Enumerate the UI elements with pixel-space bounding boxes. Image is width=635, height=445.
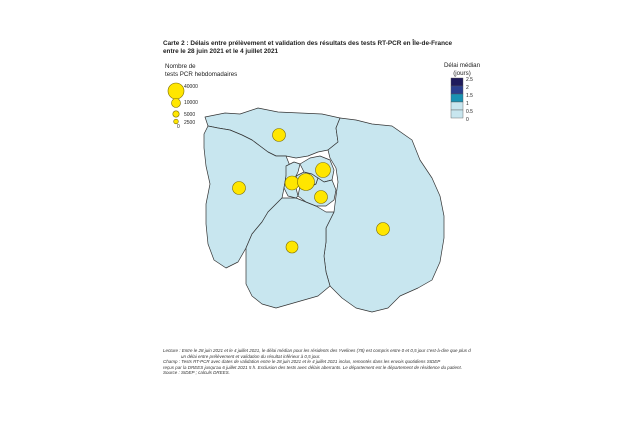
color-legend-box-0-5-1 [451,102,463,110]
size-legend-title-line1: Nombre de [165,63,196,70]
color-legend-box-2-2-5 [451,78,463,86]
bubble-yvelines [233,182,246,195]
size-legend-label-10000: 10000 [184,100,198,106]
color-legend-title-line1: Délai médian [443,62,481,69]
note-champ-1: Champ : Tests RT-PCR avec dates de validation entre le 28 juin 2021 et le 4 juillet 2021 inclus, remontés dans les envois quotidiens SIDEP [163,359,441,365]
color-legend-break-2-5: 2.5 [466,77,473,83]
size-legend-label-2500: 2500 [184,120,196,126]
color-legend-break-2: 2 [466,85,469,91]
bubble-hauts-de-seine [285,176,299,190]
departments [204,108,444,312]
color-legend [451,78,463,118]
bubble-seine-saint-denis [316,163,331,178]
color-legend-box-0-0-5 [451,110,463,118]
note-lecture-1: Lecture : Entre le 28 juin 2021 et le 4 juillet 2021, le délai médian pour les résidents des Yvelines (78) est compris entre 0 et 0,5 jour c'est-à-dire que plus d [163,348,471,353]
bubble-val-d-oise [273,129,286,142]
size-legend-label-0: 0 [177,124,180,130]
map-notes [163,348,503,376]
bubble-essonne [286,241,298,253]
color-legend-title-line2: (jours) [453,70,471,77]
color-legend-break-0-5: 0.5 [466,109,473,115]
size-legend-title-line2: tests PCR hebdomadaires [165,71,238,78]
color-legend-break-1-5: 1.5 [466,93,473,99]
note-source: Source : SIDEP ; calculs DREES. [163,370,230,376]
color-legend-box-1-5-2 [451,86,463,94]
department-seine-et-marne [324,118,444,312]
bubble-seine-et-marne [377,223,390,236]
size-legend-label-40000: 40000 [184,84,198,90]
note-lecture-2: un délai entre prélèvement et validation du résultat inférieur à 0,5 jour. [181,353,321,359]
size-legend-circle-5000 [173,111,179,117]
size-legend [168,83,184,124]
color-legend-break-0: 0 [466,117,469,123]
map-title-line2: entre le 28 juin 2021 et le 4 juillet 2021 [163,48,279,55]
size-legend-circle-40000 [168,83,184,99]
note-champ-2: reçus par la DREES jusqu'au 6 juillet 2021 5 h. Exclusion des tests avec délais aberrants. Le département est le département de résidence du patient. [163,364,463,370]
size-legend-label-5000: 5000 [184,112,196,118]
color-legend-box-1-1-5 [451,94,463,102]
color-legend-break-1: 1 [466,101,469,107]
bubble-val-de-marne [315,191,328,204]
size-legend-circle-10000 [172,99,181,108]
size-legend-circle-2500 [174,119,179,124]
bubble-paris [298,174,315,191]
map-title-line1: Carte 2 : Délais entre prélèvement et validation des résultats des tests RT-PCR en Île-de-France [163,40,453,47]
